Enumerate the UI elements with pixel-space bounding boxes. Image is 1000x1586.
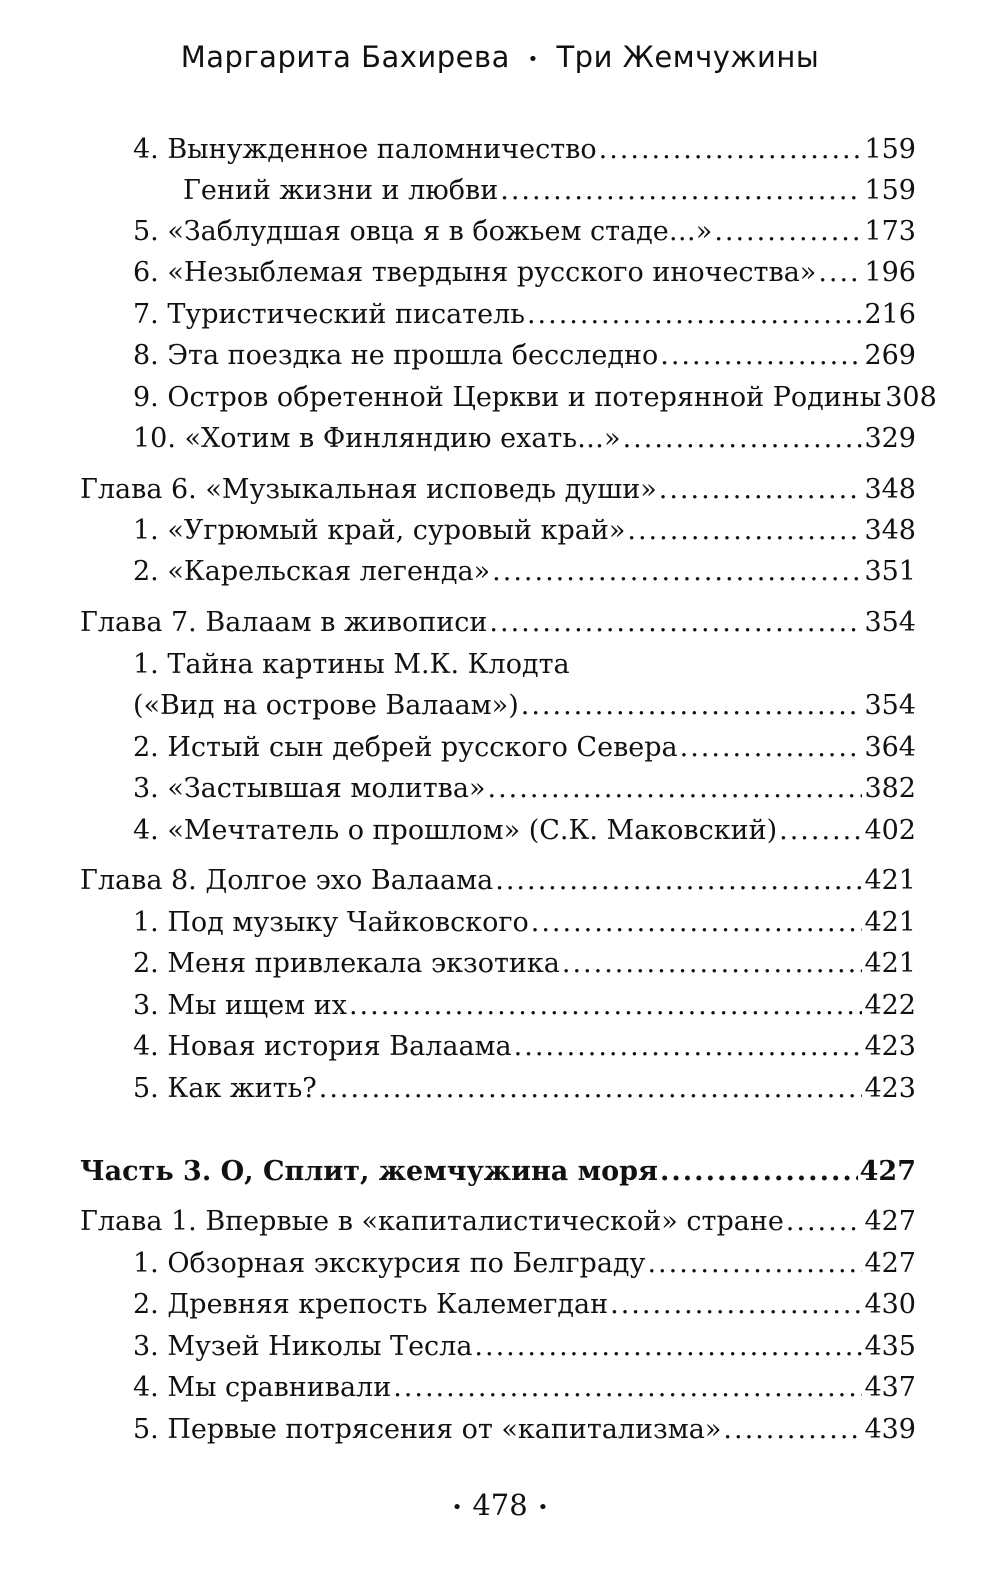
toc-entry: [133, 298, 916, 332]
toc-entry-title: 2. «Карельская легенда»: [133, 556, 491, 587]
toc-entry-page: 437: [864, 1372, 916, 1403]
dot-leader: [489, 606, 862, 640]
dot-leader: [660, 1155, 858, 1189]
toc-entry-title: 3. Музей Николы Тесла: [133, 1331, 473, 1362]
toc-entry-title: 6. «Незыблемая твердыня русского иночества»: [133, 257, 817, 288]
toc-entry: [183, 174, 916, 208]
toc-entry-title: 4. Новая история Валаама: [133, 1031, 512, 1062]
dot-leader: [527, 298, 863, 332]
toc-entry: [133, 339, 916, 373]
toc-entry: [133, 422, 916, 456]
toc-entry-title: Глава 1. Впервые в «капиталистической» стране: [80, 1206, 784, 1237]
toc-entry: [133, 689, 916, 723]
toc-entry-title: Часть 3. О, Сплит, жемчужина моря: [80, 1156, 658, 1187]
toc-entry-title: Глава 8. Долгое эхо Валаама: [80, 865, 494, 896]
toc-entry: [133, 772, 916, 806]
toc-entry-page: 427: [859, 1156, 916, 1187]
toc-entry-title: 3. Мы ищем их: [133, 990, 347, 1021]
toc-entry-page: 329: [864, 423, 916, 454]
toc-entry: [133, 381, 937, 415]
page-footer: [0, 1488, 1000, 1522]
dot-leader: [492, 555, 862, 589]
toc-entry-title: 1. Под музыку Чайковского: [133, 907, 529, 938]
toc-entry-title: 9. Остров обретенной Церкви и потерянной Родины: [133, 382, 882, 413]
toc-entry-page: 216: [864, 299, 916, 330]
toc-entry-page: 430: [864, 1289, 916, 1320]
toc-entry-page: 423: [864, 1073, 916, 1104]
toc-part: [80, 1155, 916, 1189]
toc-entry-title: 7. Туристический писатель: [133, 299, 525, 330]
toc-entry-title: Гений жизни и любви: [183, 175, 499, 206]
dot-leader: [779, 814, 862, 848]
footer-dot-left: •: [451, 1496, 463, 1518]
dot-leader: [599, 133, 863, 167]
toc-entry-page: 364: [864, 732, 916, 763]
toc-entry-page: 427: [864, 1248, 916, 1279]
toc-entry-page: 421: [864, 907, 916, 938]
toc-entry-page: 196: [864, 257, 916, 288]
dot-leader: [562, 947, 863, 981]
toc-entry: [133, 1247, 916, 1281]
toc-entry-title: 4. Мы сравнивали: [133, 1372, 392, 1403]
dot-leader: [647, 1247, 862, 1281]
dot-leader: [531, 906, 863, 940]
toc-entry: [133, 1413, 916, 1447]
dot-leader: [627, 514, 862, 548]
footer-dot-right: •: [537, 1496, 549, 1518]
dot-leader: [514, 1030, 863, 1064]
dot-leader: [393, 1371, 862, 1405]
toc-entry: [133, 814, 916, 848]
dot-leader: [349, 989, 863, 1023]
dot-leader: [474, 1330, 862, 1364]
toc-entry: [133, 215, 916, 249]
toc-entry-page: 439: [864, 1414, 916, 1445]
toc-chapter: [80, 1205, 916, 1239]
dot-leader: [680, 731, 863, 765]
toc-entry-title: 5. «Заблудшая овца я в божьем стаде…»: [133, 216, 713, 247]
toc-entry-title: («Вид на острове Валаам»): [133, 690, 519, 721]
toc-entry-page: 427: [864, 1206, 916, 1237]
dot-leader: [660, 339, 862, 373]
toc-entry-title: 2. Древняя крепость Калемегдан: [133, 1289, 609, 1320]
dot-leader: [521, 689, 863, 723]
toc-entry-page: 269: [864, 340, 916, 371]
header-book-title: Три Жемчужины: [556, 40, 820, 74]
dot-leader: [610, 1288, 862, 1322]
dot-leader: [818, 256, 862, 290]
toc-entry: [133, 256, 916, 290]
toc-entry-page: 159: [864, 134, 916, 165]
dot-leader: [714, 215, 862, 249]
toc-entry-page: 423: [864, 1031, 916, 1062]
toc-entry-page: 402: [864, 815, 916, 846]
toc-entry-page: 354: [864, 690, 916, 721]
dot-leader: [723, 1413, 862, 1447]
toc-entry: [133, 989, 916, 1023]
toc-entry: [133, 1371, 916, 1405]
toc-entry-page: 348: [864, 515, 916, 546]
toc-entry: [133, 133, 916, 167]
toc-entry: [133, 731, 916, 765]
toc-entry-title: Глава 7. Валаам в живописи: [80, 607, 488, 638]
toc-entry-title: 1. «Угрюмый край, суровый край»: [133, 515, 626, 546]
toc-entry: [133, 1030, 916, 1064]
toc-entry: [133, 1072, 916, 1106]
toc-entry: [133, 555, 916, 589]
toc-entry-page: 421: [864, 948, 916, 979]
dot-leader: [500, 174, 862, 208]
toc-entry-title: 4. «Мечтатель о прошлом» (С.К. Маковский): [133, 815, 778, 846]
toc-entry-title: Глава 6. «Музыкальная исповедь души»: [80, 474, 657, 505]
toc-entry-page: 435: [864, 1331, 916, 1362]
toc-entry-title: 3. «Застывшая молитва»: [133, 773, 486, 804]
toc-entry-page: 351: [864, 556, 916, 587]
toc-chapter: [80, 606, 916, 640]
toc-chapter: [80, 864, 916, 898]
toc-entry-title: 1. Тайна картины М.К. Клодта: [133, 649, 570, 680]
toc-entry-page: 382: [864, 773, 916, 804]
toc-entry-title: 5. Как жить?: [133, 1073, 317, 1104]
header-author: Маргарита Бахирева: [180, 40, 510, 74]
toc-entry: [133, 648, 916, 682]
toc-entry-page: 421: [864, 865, 916, 896]
toc-entry: [133, 906, 916, 940]
toc-entry-page: 422: [864, 990, 916, 1021]
toc-entry: [133, 1330, 916, 1364]
toc-chapter: [80, 473, 916, 507]
toc-entry-page: 159: [864, 175, 916, 206]
dot-leader: [786, 1205, 863, 1239]
toc-entry-title: 1. Обзорная экскурсия по Белграду: [133, 1248, 646, 1279]
toc-entry-page: 173: [864, 216, 916, 247]
toc-entry-page: 348: [864, 474, 916, 505]
dot-leader: [659, 473, 863, 507]
toc-entry-title: 4. Вынужденное паломничество: [133, 134, 597, 165]
toc-entry-title: 5. Первые потрясения от «капитализма»: [133, 1414, 722, 1445]
toc-entry-title: 10. «Хотим в Финляндию ехать…»: [133, 423, 621, 454]
toc-entry: [133, 947, 916, 981]
toc-entry-title: 8. Эта поездка не прошла бесследно: [133, 340, 659, 371]
header-separator: •: [527, 48, 539, 70]
toc-entry-title: 2. Истый сын дебрей русского Севера: [133, 732, 678, 763]
dot-leader: [319, 1072, 863, 1106]
toc-entry-page: 308: [885, 382, 937, 413]
dot-leader: [623, 422, 863, 456]
running-header: [0, 40, 1000, 74]
toc-entry-title: 2. Меня привлекала экзотика: [133, 948, 560, 979]
toc-entry: [133, 1288, 916, 1322]
page-number: 478: [472, 1488, 528, 1522]
toc-entry: [133, 514, 916, 548]
toc-entry-page: 354: [864, 607, 916, 638]
dot-leader: [488, 772, 863, 806]
dot-leader: [495, 864, 862, 898]
